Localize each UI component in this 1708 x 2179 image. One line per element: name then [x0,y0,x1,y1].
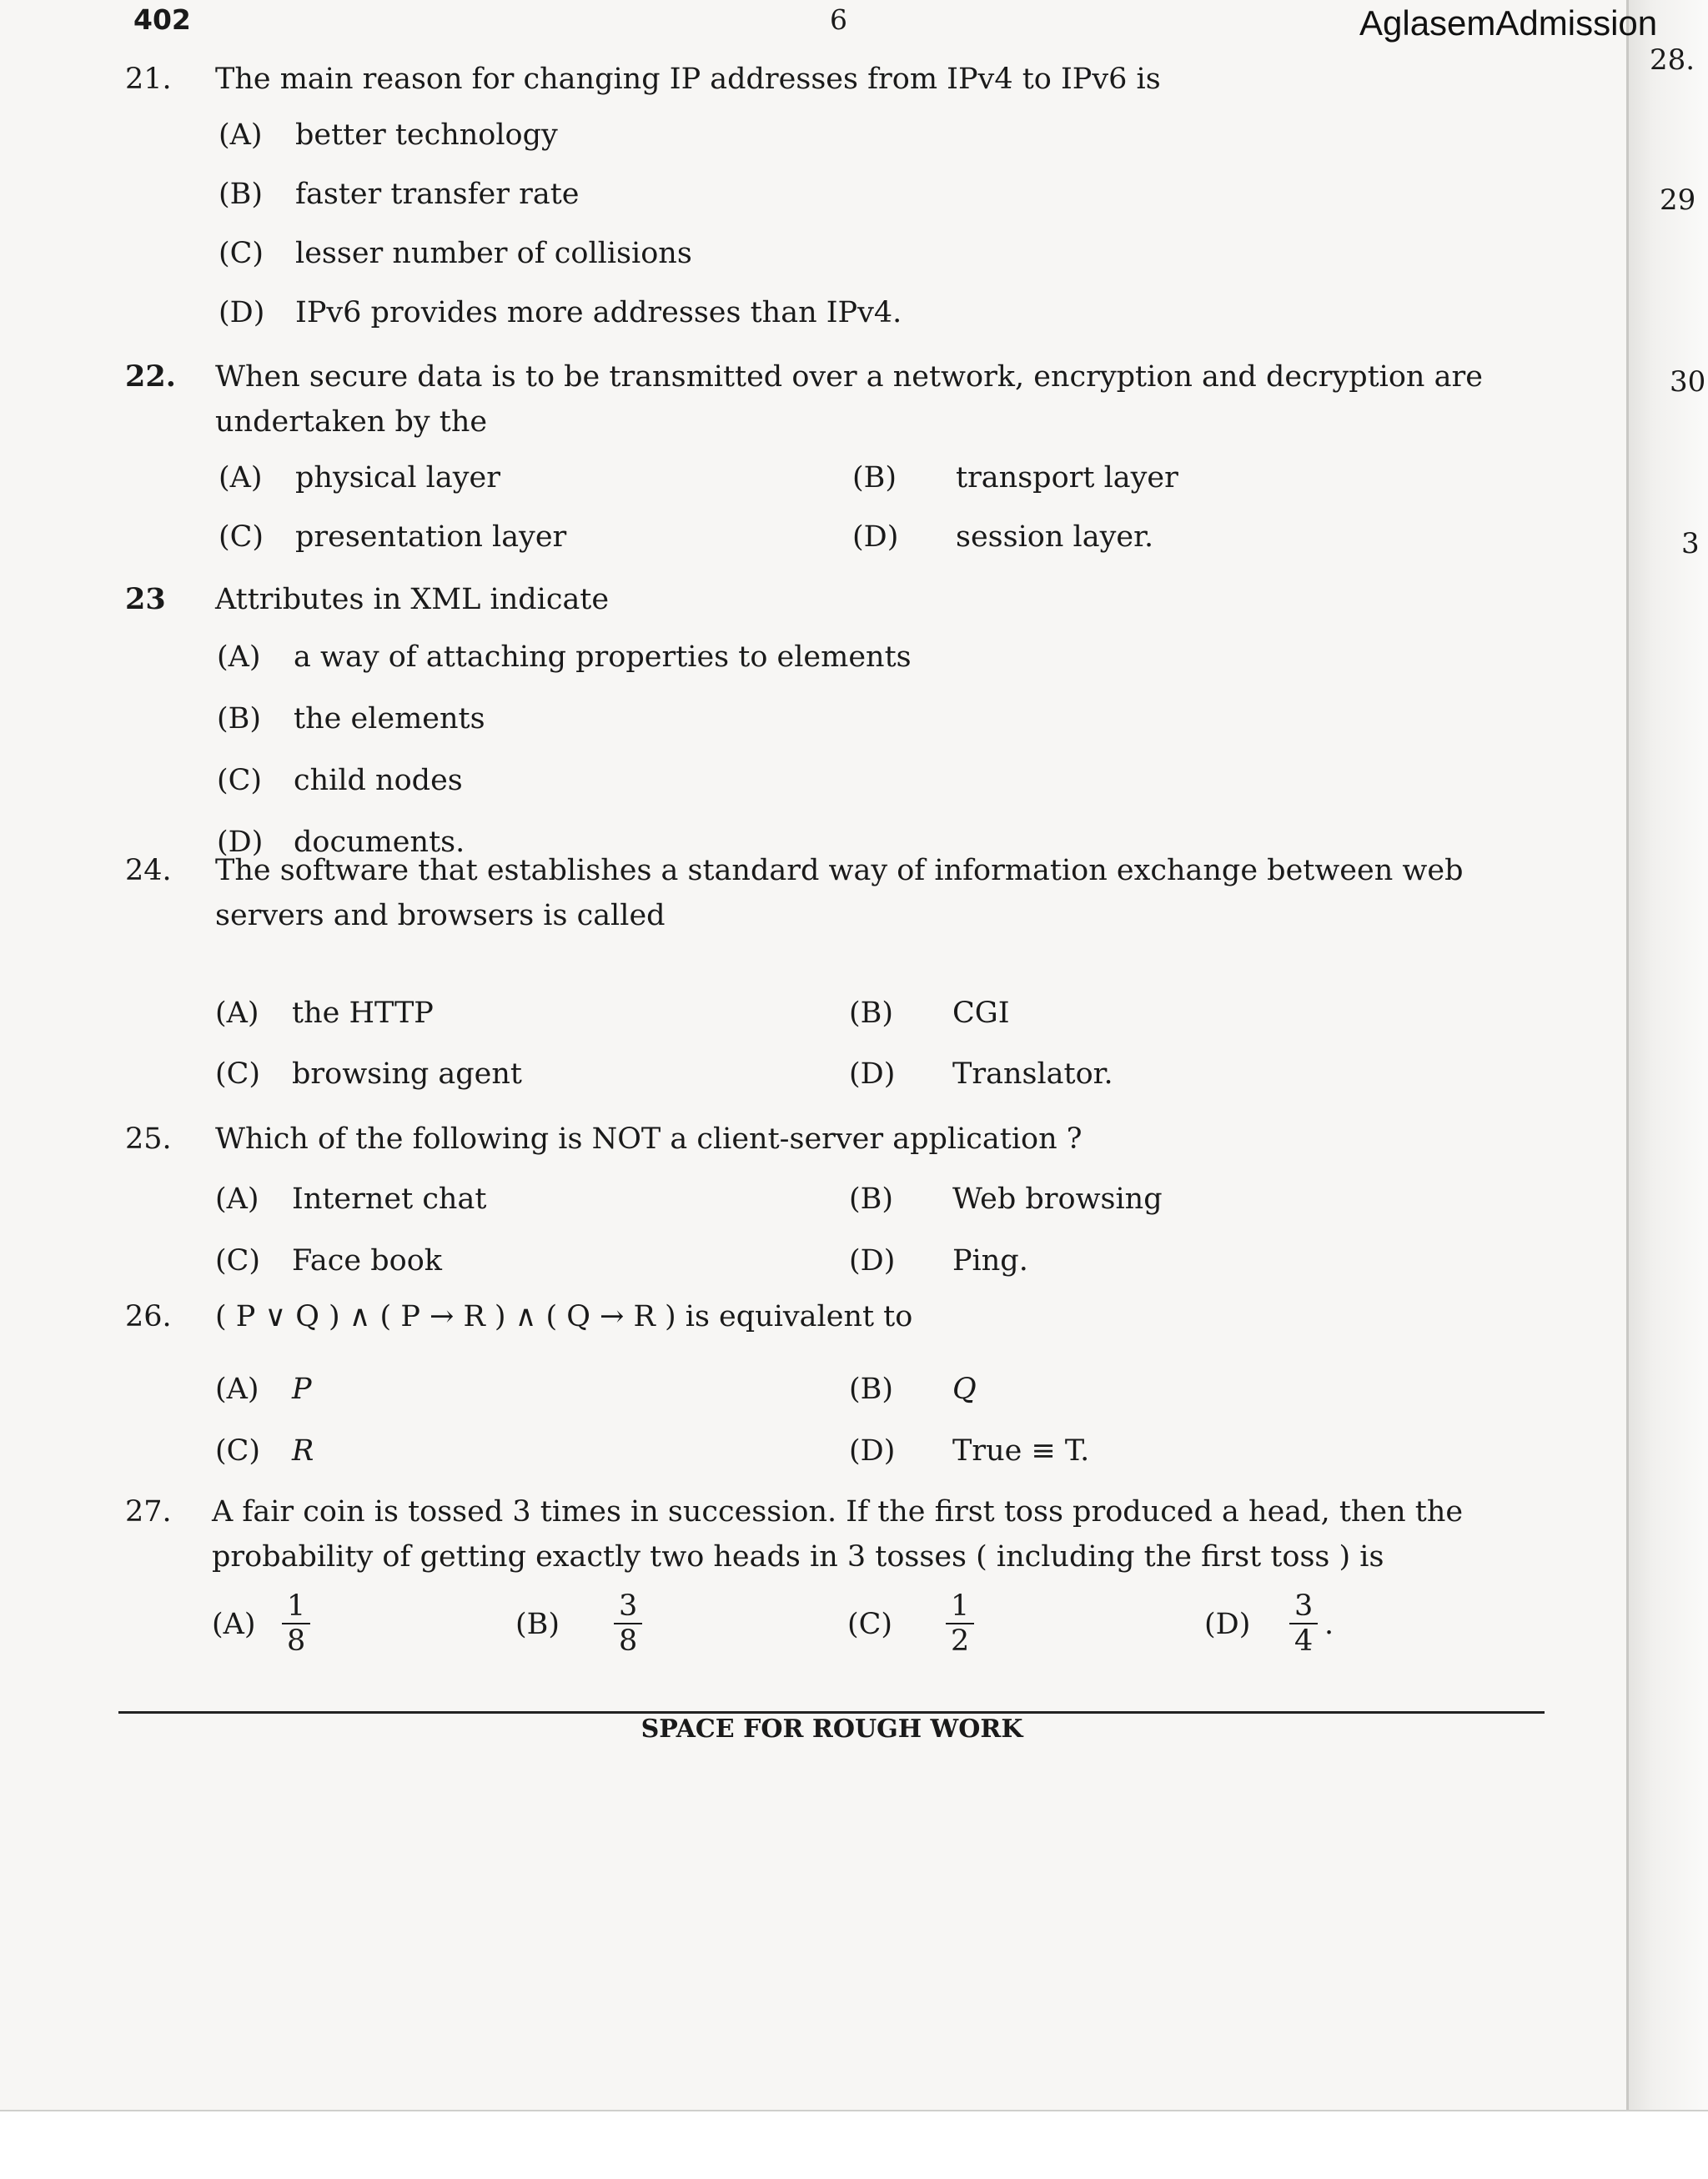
option-text: True ≡ T. [952,1434,1090,1468]
question-number: 25. [125,1122,172,1156]
adjacent-page-edge [1626,0,1708,2177]
page-number: 6 [830,3,847,36]
question-text: The main reason for changing IP addresses from IPv4 to IPv6 is [215,63,1161,96]
option-text: a way of attaching properties to elements [294,640,912,674]
question-text: Attributes in XML indicate [215,583,610,616]
option-text: physical layer [295,461,500,495]
edge-number: 30 [1670,365,1706,399]
option-letter: (B) [849,1182,894,1216]
numerator: 1 [946,1589,974,1624]
question-number: 21. [125,63,172,96]
numerator: 1 [282,1589,310,1624]
option-letter: (C) [215,1244,261,1278]
option-letter: (C) [217,764,263,797]
scan-bottom-margin [0,2110,1708,2179]
option-letter: (A) [215,997,259,1030]
option-text: documents. [294,826,465,859]
fraction [614,1589,642,1658]
option-text: Translator. [952,1057,1113,1091]
option-text: P [292,1373,312,1406]
fraction [946,1589,974,1658]
option-letter: (D) [849,1244,896,1278]
option-text: browsing agent [292,1057,522,1091]
paper-code: 402 [133,3,191,36]
option-letter: (D) [849,1057,896,1091]
option-text: presentation layer [295,520,567,554]
edge-number: 28. [1650,43,1695,77]
option-letter: (A) [217,640,261,674]
question-text: Which of the following is NOT a client-server application ? [215,1122,1083,1156]
question-text: When secure data is to be transmitted over a network, encryption and decryption are undertaken by the [215,360,1483,439]
edge-number: 29 [1660,183,1696,217]
numerator: 3 [1289,1589,1318,1624]
option-letter: (B) [219,178,264,211]
fraction [282,1589,310,1658]
option-text: session layer. [956,520,1154,554]
option-text: the elements [294,702,485,736]
option-letter: (D) [852,520,899,554]
denominator: 2 [951,1624,970,1658]
option-suffix: . [1324,1608,1334,1641]
option-text: lesser number of collisions [295,237,692,270]
question-text: A fair coin is tossed 3 times in succession. If the first toss produced a head, then the probability of getting exactly two heads in 3 tosses ( including the first toss ) is [212,1495,1464,1574]
option-text: CGI [952,997,1010,1030]
option-text: Internet chat [292,1182,487,1216]
question-number: 23 [125,582,166,616]
watermark: AglasemAdmission [1359,3,1658,43]
option-letter: (B) [849,1373,894,1406]
option-letter: (C) [219,520,264,554]
option-letter: (C) [847,1608,893,1641]
question-text: ( P ∨ Q ) ∧ ( P → R ) ∧ ( Q → R ) is equivalent to [215,1300,913,1333]
option-letter: (D) [217,826,264,859]
option-text: Face book [292,1244,442,1278]
denominator: 8 [619,1624,638,1658]
option-text: child nodes [294,764,463,797]
question-number: 24. [125,854,172,887]
option-letter: (A) [219,461,263,495]
edge-number: 3 [1681,527,1700,560]
option-text: transport layer [956,461,1178,495]
option-text: IPv6 provides more addresses than IPv4. [295,296,902,329]
numerator: 3 [614,1589,642,1624]
option-letter: (A) [219,118,263,152]
option-letter: (B) [849,997,894,1030]
denominator: 4 [1294,1624,1314,1658]
question-number: 27. [125,1495,172,1529]
option-text: Web browsing [952,1182,1163,1216]
option-text: faster transfer rate [295,178,580,211]
option-text: Ping. [952,1244,1028,1278]
option-text: better technology [295,118,558,152]
option-text: the HTTP [292,997,434,1030]
question-number: 22. [125,359,176,394]
option-letter: (B) [852,461,897,495]
option-letter: (C) [219,237,264,270]
option-letter: (D) [1204,1608,1251,1641]
option-letter: (B) [515,1608,560,1641]
question-text: The software that establishes a standard way of information exchange between web servers and browsers is called [215,854,1464,932]
option-letter: (D) [219,296,265,329]
option-letter: (C) [215,1434,261,1468]
option-letter: (A) [215,1373,259,1406]
option-letter: (B) [217,702,262,736]
option-letter: (D) [849,1434,896,1468]
option-text: Q [952,1373,977,1406]
option-letter: (C) [215,1057,261,1091]
option-text: R [292,1434,314,1468]
option-letter: (A) [215,1182,259,1216]
option-letter: (A) [212,1608,256,1641]
rough-work-label: SPACE FOR ROUGH WORK [640,1715,1023,1744]
fraction [1289,1589,1318,1658]
question-number: 26. [125,1300,172,1333]
rough-work-divider [118,1711,1545,1714]
denominator: 8 [287,1624,306,1658]
